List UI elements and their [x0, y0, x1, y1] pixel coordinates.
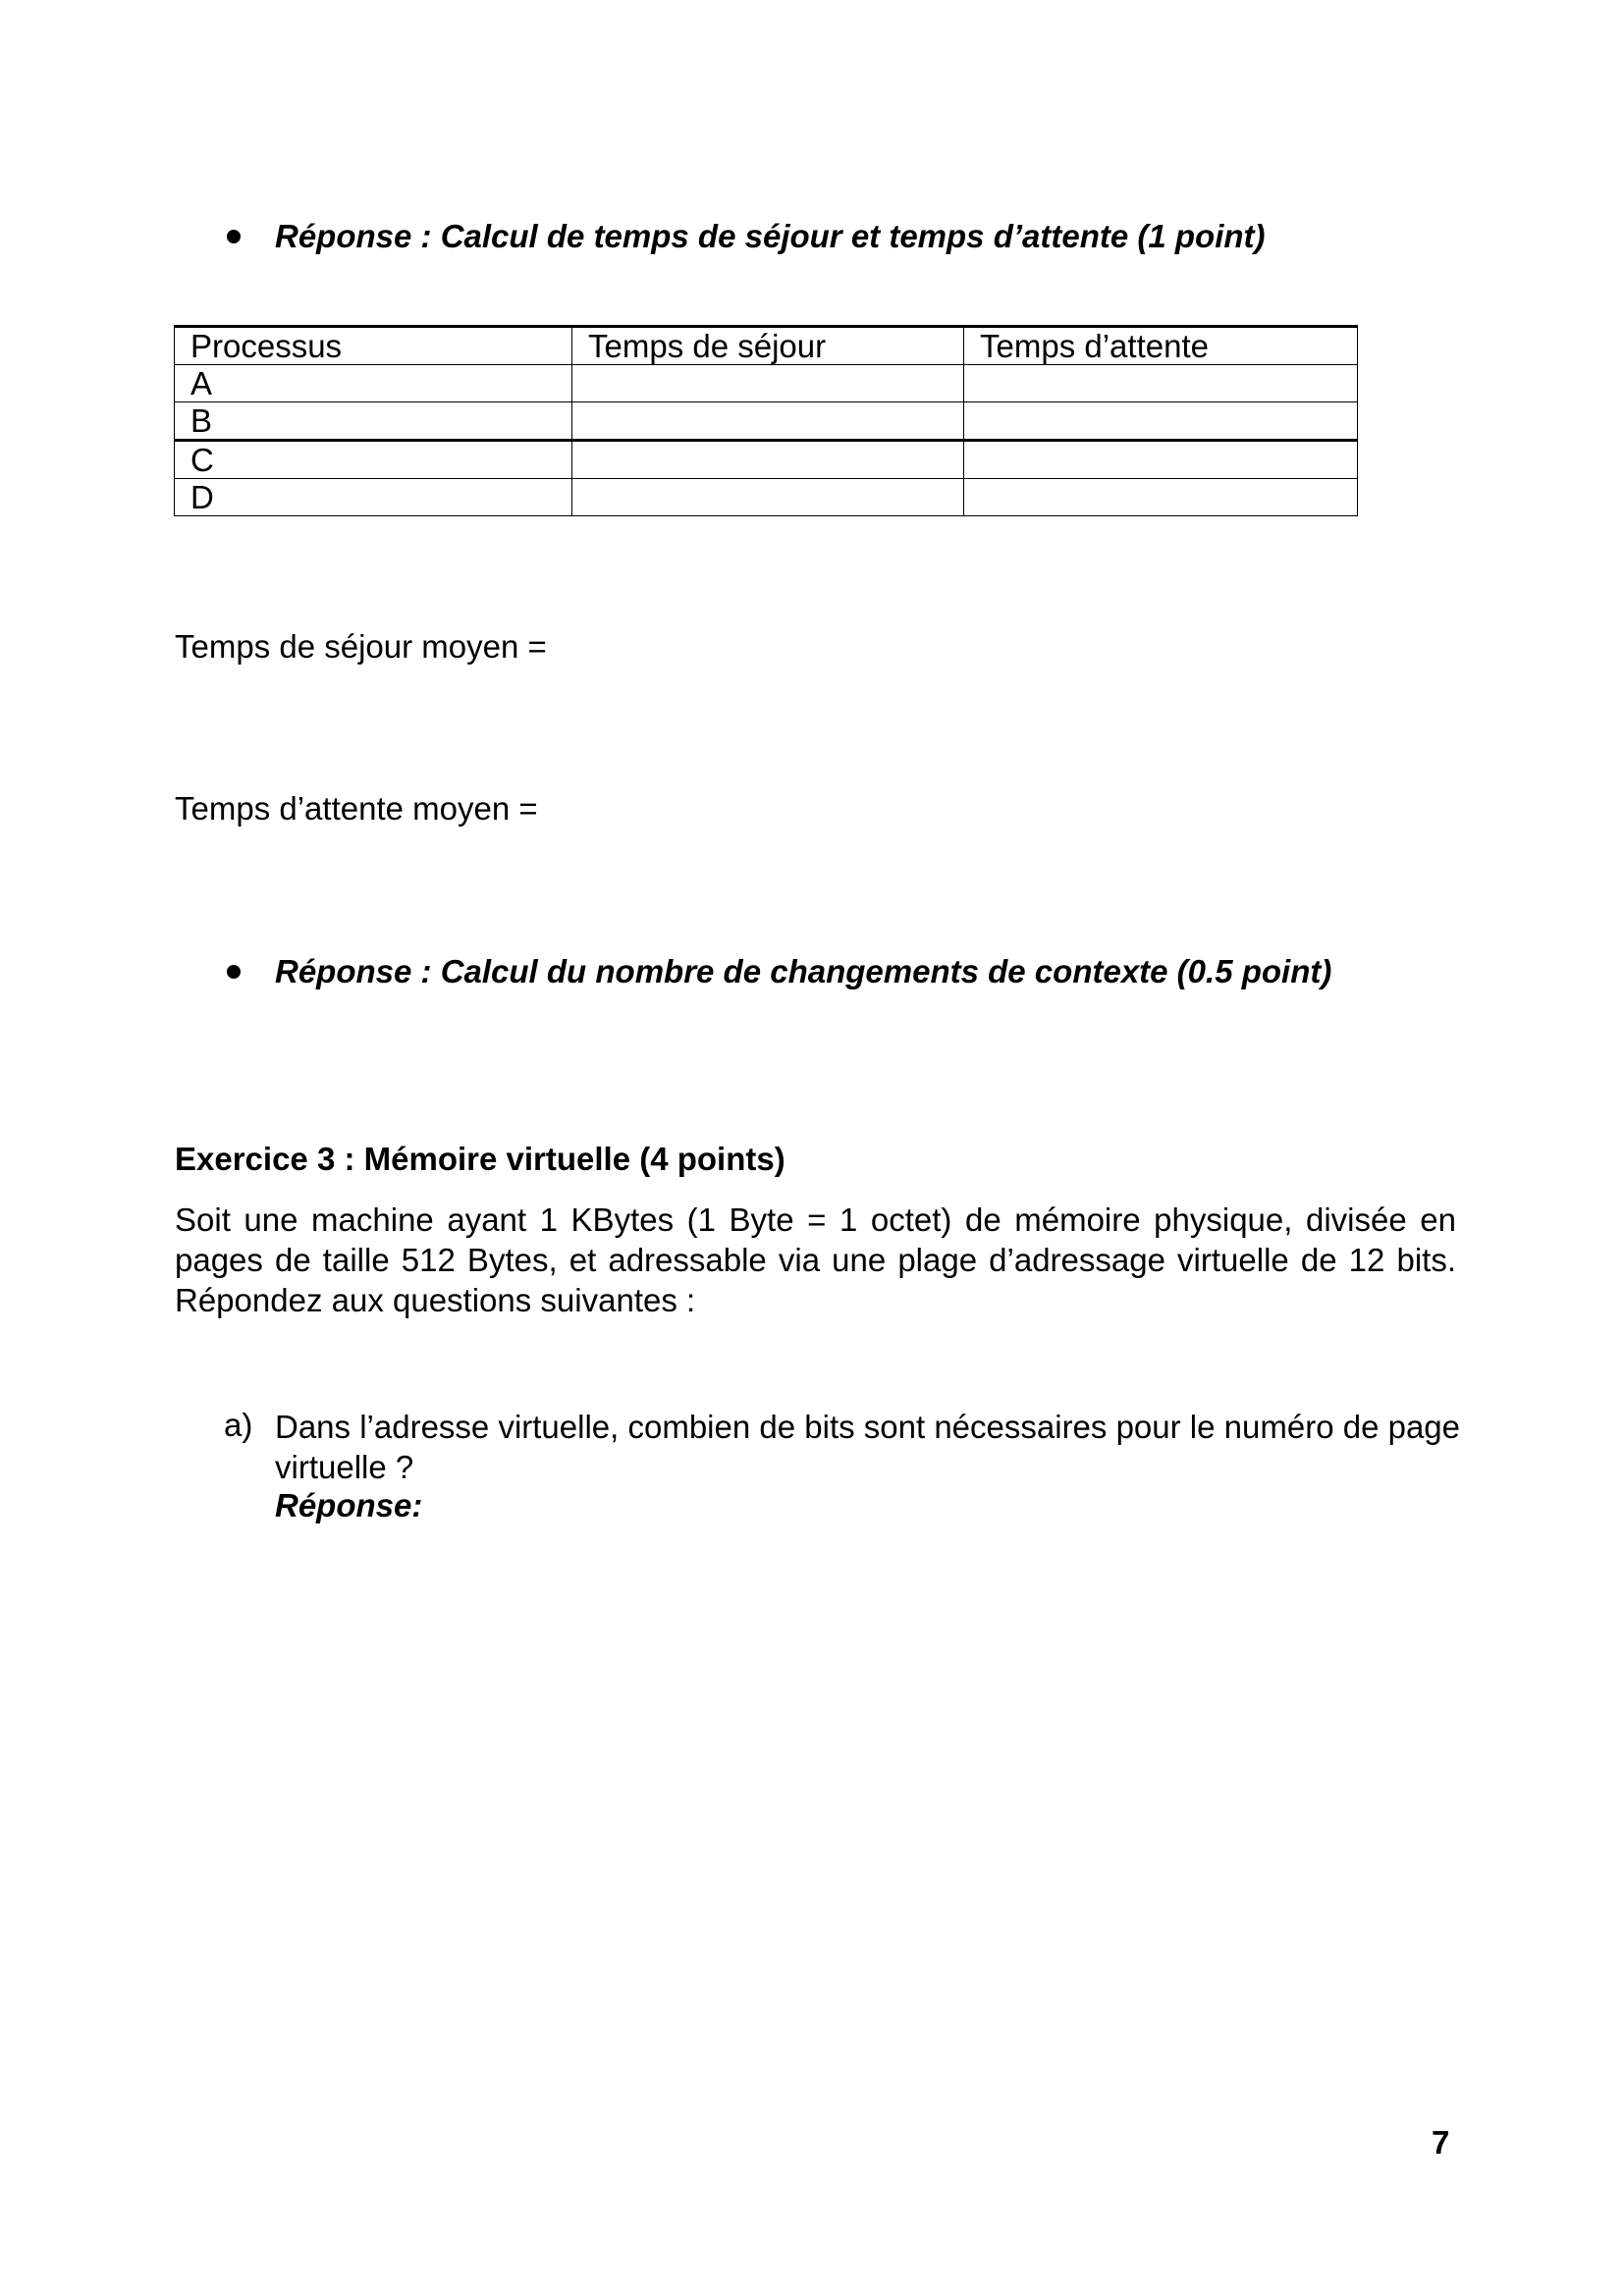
exercise-3-heading: Exercice 3 : Mémoire virtuelle (4 points) [175, 1141, 785, 1177]
table-header-row [175, 327, 1358, 365]
attente-cell[interactable] [964, 365, 1358, 402]
header-temps-attente: Temps d’attente [964, 327, 1358, 365]
question-a-answer-label: Réponse: [275, 1487, 423, 1523]
bullet-icon [227, 965, 241, 979]
attente-cell[interactable] [964, 479, 1358, 516]
sejour-cell[interactable] [572, 365, 964, 402]
process-name: D [175, 479, 572, 516]
header-temps-sejour: Temps de séjour [572, 327, 964, 365]
sejour-cell[interactable] [572, 402, 964, 441]
response-title: Réponse : Calcul du nombre de changements de contexte (0.5 point) [275, 953, 1332, 989]
bullet-icon [227, 230, 241, 243]
header-processus: Processus [175, 327, 572, 365]
page-number: 7 [1432, 2124, 1450, 2161]
avg-sejour-label: Temps de séjour moyen = [175, 628, 547, 665]
question-a-label: a) [224, 1407, 253, 1443]
question-a-text: Dans l’adresse virtuelle, combien de bits sont nécessaires pour le numéro de page virtuelle ? [275, 1409, 1460, 1485]
sejour-cell[interactable] [572, 441, 964, 479]
attente-cell[interactable] [964, 402, 1358, 441]
sejour-cell[interactable] [572, 479, 964, 516]
table-row [175, 479, 1358, 516]
table-row [175, 441, 1358, 479]
table-row [175, 365, 1358, 402]
exercise-3-paragraph: Soit une machine ayant 1 KBytes (1 Byte = 1 octet) de mémoire physique, divisée en pages de taille 512 Bytes, et adressable via une plage d’adressage virtuelle de 12 bits. Répondez aux questions suivantes : [175, 1201, 1456, 1318]
process-name: B [175, 402, 572, 441]
process-times-table [174, 325, 1358, 516]
avg-attente-label: Temps d’attente moyen = [175, 790, 538, 827]
attente-cell[interactable] [964, 441, 1358, 479]
process-name: A [175, 365, 572, 402]
table-row [175, 402, 1358, 441]
question-a [275, 1407, 1463, 1524]
process-name: C [175, 441, 572, 479]
response-title: Réponse : Calcul de temps de séjour et temps d’attente (1 point) [275, 218, 1266, 254]
